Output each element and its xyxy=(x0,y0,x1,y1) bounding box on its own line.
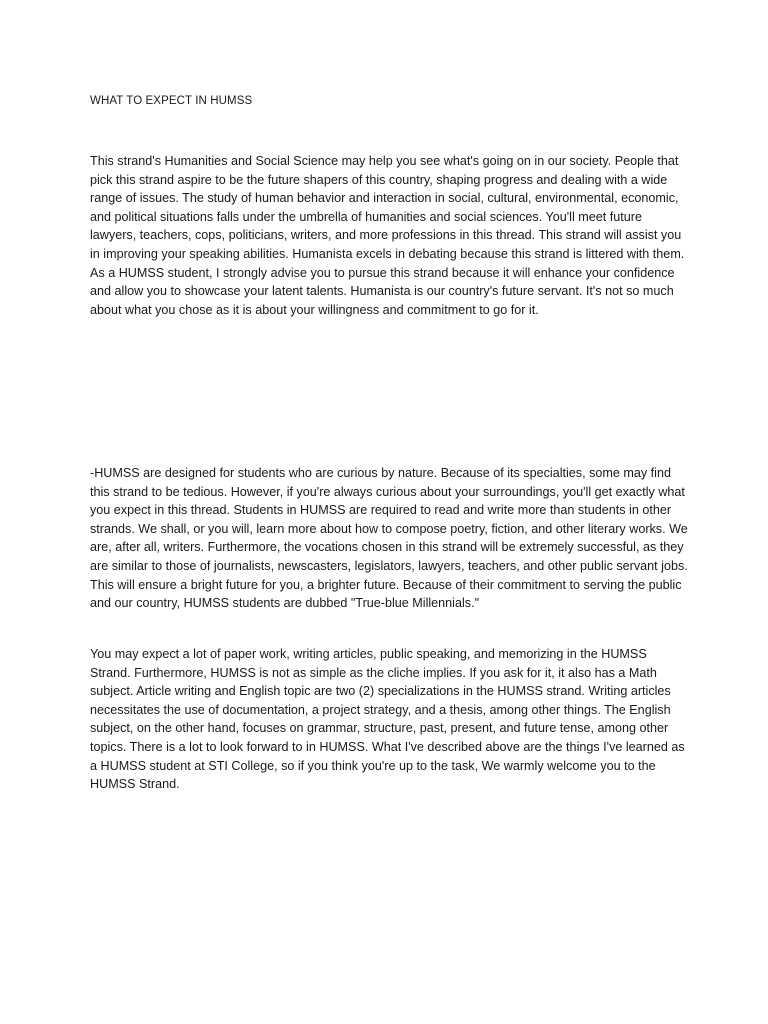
paragraph-expectations: You may expect a lot of paper work, writing articles, public speaking, and memorizing in the HUMSS Strand. Furthermore, HUMSS is not as simple as the cliche implies. If you ask for it, it also has a Math subject. Article writing and English topic are two (2) specializations in the HUMSS strand. Writing articles necessitates the use of documentation, a project strategy, and a thesis, among other things. The English subject, on the other hand, focuses on grammar, structure, past, present, and future tense, among other topics. There is a lot to look forward to in HUMSS. What I've described above are the things I've learned as a HUMSS student at STI College, so if you think you're up to the task, We warmly welcome you to the HUMSS Strand. xyxy=(90,647,685,792)
paragraph-curious-students: -HUMSS are designed for students who are curious by nature. Because of its specialties, some may find this strand to be tedious. However, if you're always curious about your surroundings, you'll get exactly what you expect in this thread. Students in HUMSS are required to read and write more than students in other strands. We shall, or you will, learn more about how to compose poetry, fiction, and other literary works. We are, after all, writers. Furthermore, the vocations chosen in this strand will be extremely successful, as they are similar to those of journalists, newscasters, legislators, lawyers, teachers, and other public servant jobs. This will ensure a bright future for you, a brighter future. Because of their commitment to serving the public and our country, HUMSS students are dubbed "True-blue Millennials." xyxy=(90,466,688,611)
document-title: WHAT TO EXPECT IN HUMSS xyxy=(90,95,253,107)
paragraph-intro: This strand's Humanities and Social Science may help you see what's going on in our society. People that pick this strand aspire to be the future shapers of this country, shaping progress and dealing with a wide range of issues. The study of human behavior and interaction in social, cultural, environmental, economic, and political situations falls under the umbrella of humanities and social sciences. You'll meet future lawyers, teachers, cops, politicians, writers, and more professions in this thread. This strand will assist you in improving your speaking abilities. Humanista excels in debating because this strand is littered with them. As a HUMSS student, I strongly advise you to pursue this strand because it will enhance your confidence and allow you to showcase your latent talents. Humanista is our country's future servant. It's not so much about what you chose as it is about your willingness and commitment to go for it. xyxy=(90,154,685,317)
